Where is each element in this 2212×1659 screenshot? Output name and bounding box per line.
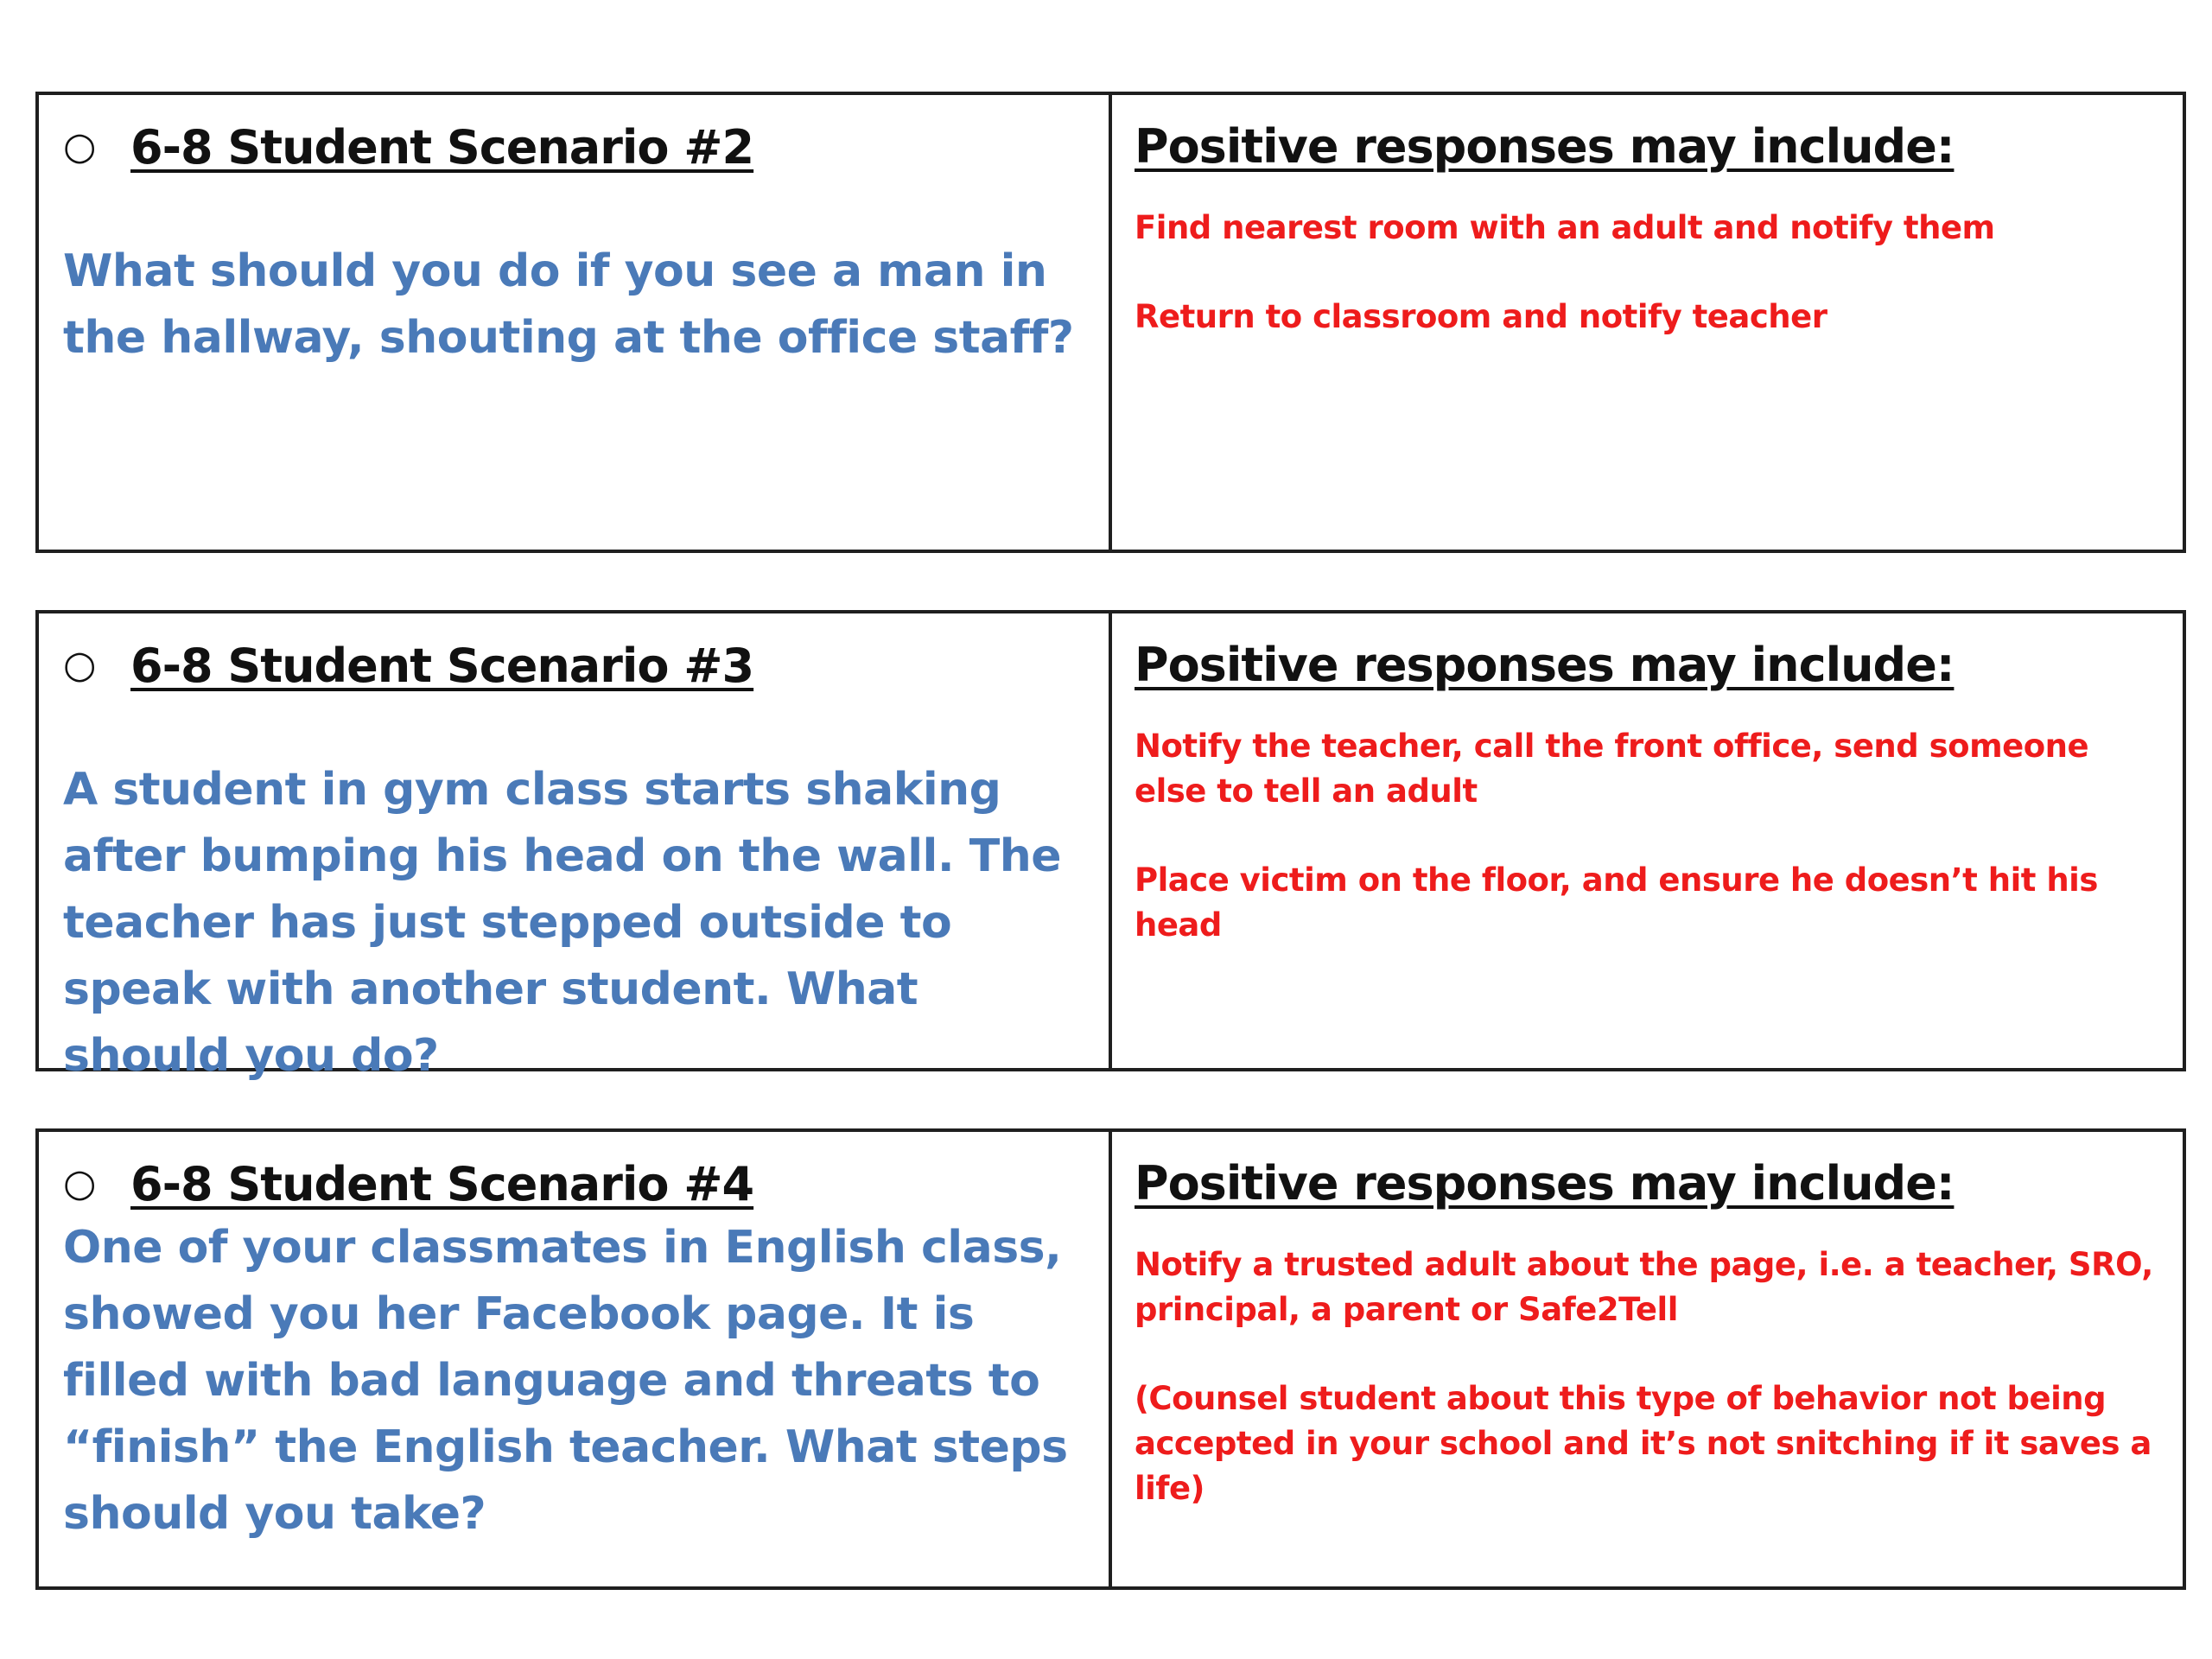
scenario-question: What should you do if you see a man in the hallway, shouting at the office staff?: [63, 245, 1074, 364]
scenario-card-3: [35, 610, 2186, 1082]
responses-heading: Positive responses may include:: [1135, 638, 1955, 692]
scenario-card-4: [35, 1128, 2186, 1590]
response-item: Return to classroom and notify teacher: [1135, 298, 1827, 335]
circle-bullet-icon: ○: [63, 124, 97, 168]
scenario-card-2: [35, 92, 2186, 553]
scenario-question: One of your classmates in English class, showed you her Facebook page. It is filled with bad language and threats to “finish” the English teacher. What steps should you take?: [63, 1222, 1068, 1540]
scenario-title: 6-8 Student Scenario #3: [130, 638, 754, 693]
responses-list: [1135, 724, 2160, 948]
scenario-question: A student in gym class starts shaking after bumping his head on the wall. The teacher has just stepped outside to speak with another student. What should you do?: [63, 764, 1061, 1082]
scenario-title: 6-8 Student Scenario #2: [130, 119, 754, 175]
circle-bullet-icon: ○: [63, 1161, 97, 1205]
responses-list: [1135, 1243, 2160, 1511]
scenario-title: 6-8 Student Scenario #4: [130, 1156, 754, 1211]
scenario-title-row: [63, 629, 1084, 702]
response-item: Notify the teacher, call the front office, send someone else to tell an adult: [1135, 728, 2089, 810]
responses-heading: Positive responses may include:: [1135, 119, 1955, 174]
circle-bullet-icon: ○: [63, 643, 97, 687]
response-item: (Counsel student about this type of behavior not being accepted in your school and it’s not snitching if it saves a life): [1135, 1380, 2152, 1507]
responses-cell: [1112, 613, 2183, 1068]
scenario-cell: [39, 613, 1112, 1082]
scenario-cell: [39, 95, 1112, 550]
responses-heading: Positive responses may include:: [1135, 1156, 1955, 1211]
scenario-title-row: [63, 1147, 1084, 1220]
scenario-title-row: [63, 111, 1084, 183]
responses-cell: [1112, 95, 2183, 550]
responses-list: [1135, 206, 2160, 340]
responses-cell: [1112, 1132, 2183, 1586]
response-item: Notify a trusted adult about the page, i.e. a teacher, SRO, principal, a parent or Safe2Tell: [1135, 1246, 2153, 1328]
scenario-cell: [39, 1132, 1112, 1586]
response-item: Place victim on the floor, and ensure he doesn’t hit his head: [1135, 861, 2098, 944]
response-item: Find nearest room with an adult and notify them: [1135, 209, 1995, 246]
